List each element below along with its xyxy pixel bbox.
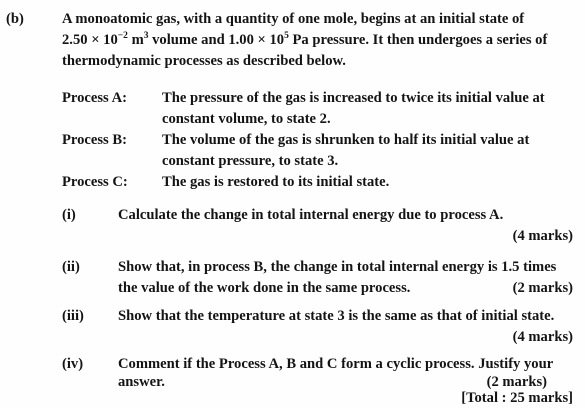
subpart-i-label: (i) [62,207,76,223]
intro-line-2 [62,31,547,50]
process-b-line-1: The volume of the gas is shrunken to half its initial value at [162,132,530,148]
volume-unit-exponent: 3 [143,31,149,41]
volume-unit: m [127,32,144,48]
subpart-iv-line-2: answer. [118,374,165,390]
process-a-line-2: constant volume, to state 2. [162,111,331,127]
volume-mantissa: 2.50 × 10 [62,32,118,48]
process-a-label: Process A: [62,90,127,106]
subpart-i-marks: (4 marks) [512,228,573,244]
subpart-iv-line-1: Comment if the Process A, B and C form a cyclic process. Justify your [118,356,554,372]
subpart-ii-label: (ii) [62,259,80,275]
process-a-line-1: The pressure of the gas is increased to twice its initial value at [162,90,545,106]
process-b-line-2: constant pressure, to state 3. [162,153,339,169]
pressure-exponent: 5 [284,31,289,41]
total-marks: [Total : 25 marks] [461,390,573,406]
pressure-mantissa: volume and 1.00 × 10 [148,32,285,48]
process-c-label: Process C: [62,174,128,190]
subpart-ii-line-2: the value of the work done in the same process. [118,280,411,296]
part-label: (b) [6,11,24,27]
process-b-label: Process B: [62,132,127,148]
subpart-iv-marks: (2 marks) [486,374,547,390]
subpart-ii-marks: (2 marks) [512,280,573,296]
subpart-iii-label: (iii) [62,308,84,324]
intro-line-1: A monoatomic gas, with a quantity of one mole, begins at an initial state of [62,11,525,27]
subpart-i-line-1: Calculate the change in total internal energy due to process A. [118,207,504,223]
subpart-iii-marks: (4 marks) [512,329,573,345]
subpart-ii-line-1: Show that, in process B, the change in total internal energy is 1.5 times [118,259,557,275]
intro-line-3: thermodynamic processes as described below. [62,53,346,69]
subpart-iii-line-1: Show that the temperature at state 3 is the same as that of initial state. [118,308,555,324]
intro-line-2-tail: Pa pressure. It then undergoes a series of [288,32,548,48]
volume-exponent: −2 [117,31,128,41]
subpart-iv-label: (iv) [62,356,84,372]
process-c-line-1: The gas is restored to its initial state. [162,174,390,190]
